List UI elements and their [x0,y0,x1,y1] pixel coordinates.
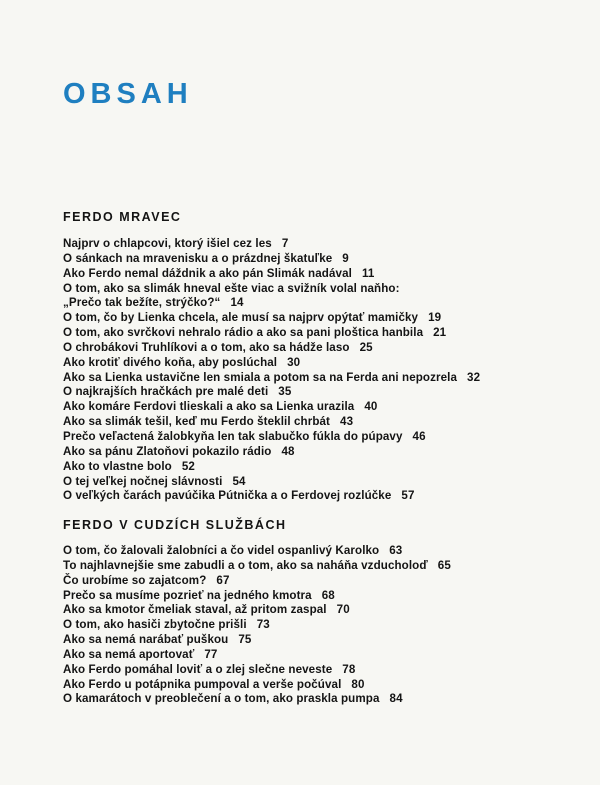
toc-entry-title: To najhlavnejšie sme zabudli a o tom, ako sa naháňa vzducholoď [63,558,428,572]
toc-entry-page-number: 11 [361,266,375,280]
toc-entry-title: Ako Ferdo u potápnika pumpoval a verše počúval [63,677,342,691]
section-heading-ferdo-mravec: FERDO MRAVEC [63,210,182,224]
toc-entry-page-number: 40 [364,400,378,414]
toc-entry-page-number: 77 [204,647,218,661]
toc-entry-title: Ako Ferdo pomáhal loviť a o zlej slečne neveste [63,662,333,676]
toc-entry-page-number: 68 [321,588,335,602]
toc-entry-page-number: 63 [389,544,403,557]
toc-entry-page-number: 30 [287,355,301,369]
toc-entry-title: O tom, ako sa slimák hneval ešte viac a svižník volal naňho: [63,281,400,295]
toc-entry [63,296,563,311]
toc-entry-page-number: 46 [412,429,426,443]
toc-entry-page-number: 54 [232,474,246,488]
toc-list-section-2 [63,544,563,707]
toc-entry-title: O tej veľkej nočnej slávnosti [63,474,223,488]
toc-entry-title: Ako sa nemá aportovať [63,647,195,661]
toc-entry [63,603,563,618]
toc-entry-title: O tom, ako hasiči zbytočne prišli [63,618,247,632]
toc-entry-page-number: 57 [401,489,415,503]
toc-entry [63,282,563,297]
toc-entry [63,692,563,707]
toc-entry-page-number: 19 [428,311,442,325]
toc-entry [63,678,563,693]
toc-entry [63,371,563,386]
toc-entry [63,326,563,341]
toc-entry-title: Najprv o chlapcovi, ktorý išiel cez les [63,237,272,250]
toc-list-section-1 [63,237,563,504]
toc-entry-title: Ako sa slimák tešil, keď mu Ferdo šteklil chrbát [63,415,331,429]
toc-entry-page-number: 65 [437,558,451,572]
toc-entry-title: Ako sa nemá narábať puškou [63,633,229,647]
toc-entry-page-number: 32 [467,370,481,384]
toc-entry-page-number: 21 [433,326,447,340]
toc-entry-title: Ako sa kmotor čmeliak staval, až pritom zaspal [63,603,327,617]
toc-entry-page-number: 7 [281,237,289,250]
toc-entry-page-number: 52 [181,459,195,473]
toc-entry-title: O tom, čo žalovali žalobníci a čo videl ospanlivý Karolko [63,544,380,557]
toc-entry-page-number: 9 [342,251,349,265]
toc-entry [63,415,563,430]
toc-entry-page-number: 35 [278,385,292,399]
toc-entry-title: Ako komáre Ferdovi tlieskali a ako sa Lienka urazila [63,400,355,414]
toc-entry [63,489,563,504]
toc-entry-title: Čo urobíme so zajatcom? [63,573,207,587]
toc-entry [63,663,563,678]
toc-entry-page-number: 14 [230,296,244,310]
toc-entry-title: O tom, ako svrčkovi nehralo rádio a ako sa pani ploštica hanbila [63,326,424,340]
toc-entry-page-number: 25 [359,340,373,354]
toc-entry [63,460,563,475]
toc-entry-page-number: 73 [256,618,270,632]
toc-entry-title: Ako Ferdo nemal dáždnik a ako pán Slimák nadával [63,266,352,280]
toc-entry [63,633,563,648]
toc-entry-title: Ako sa Lienka ustavične len smiala a potom sa na Ferda ani nepozrela [63,370,458,384]
toc-entry [63,445,563,460]
toc-entry [63,648,563,663]
toc-entry [63,618,563,633]
toc-entry [63,589,563,604]
toc-entry-title: O najkrajších hračkách pre malé deti [63,385,269,399]
toc-entry-title: Ako krotiť divého koňa, aby poslúchal [63,355,278,369]
toc-entry-title: O veľkých čarách pavúčika Pútnička a o Ferdovej rozlúčke [63,489,392,503]
toc-entry [63,267,563,282]
toc-entry [63,544,563,559]
section-heading-ferdo-v-cudzich-sluzbach: FERDO V CUDZÍCH SLUŽBÁCH [63,518,287,532]
page-title: OBSAH [63,78,193,110]
toc-entry [63,237,563,252]
toc-entry-title: Ako sa pánu Zlatoňovi pokazilo rádio [63,444,272,458]
toc-entry [63,430,563,445]
toc-entry-page-number: 48 [281,444,295,458]
toc-entry [63,475,563,490]
toc-entry-page-number: 84 [389,692,403,706]
toc-entry-title: O chrobákovi Truhlíkovi a o tom, ako sa hádže laso [63,340,350,354]
toc-entry-title: Prečo sa musíme pozrieť na jedného kmotra [63,588,312,602]
toc-entry-title: Ako to vlastne bolo [63,459,172,473]
toc-entry-title: Prečo veľactená žalobkyňa len tak slabučko fúkla do púpavy [63,429,403,443]
toc-entry [63,311,563,326]
toc-entry-page-number: 75 [238,633,252,647]
toc-entry-page-number: 67 [216,573,230,587]
toc-entry [63,574,563,589]
toc-entry [63,400,563,415]
toc-entry [63,356,563,371]
toc-entry-page-number: 43 [340,415,354,429]
toc-entry [63,559,563,574]
toc-entry [63,252,563,267]
toc-entry-title: O sánkach na mravenisku a o prázdnej škatuľke [63,251,333,265]
toc-entry-page-number: 80 [351,677,365,691]
toc-entry-title: O kamarátoch v preoblečení a o tom, ako praskla pumpa [63,692,380,706]
toc-entry [63,341,563,356]
toc-entry-title: O tom, čo by Lienka chcela, ale musí sa najprv opýtať mamičky [63,311,419,325]
toc-entry-page-number: 70 [336,603,350,617]
toc-entry-page-number: 78 [342,662,356,676]
toc-entry [63,385,563,400]
toc-entry-title: „Prečo tak bežíte, strýčko?“ [63,296,221,310]
